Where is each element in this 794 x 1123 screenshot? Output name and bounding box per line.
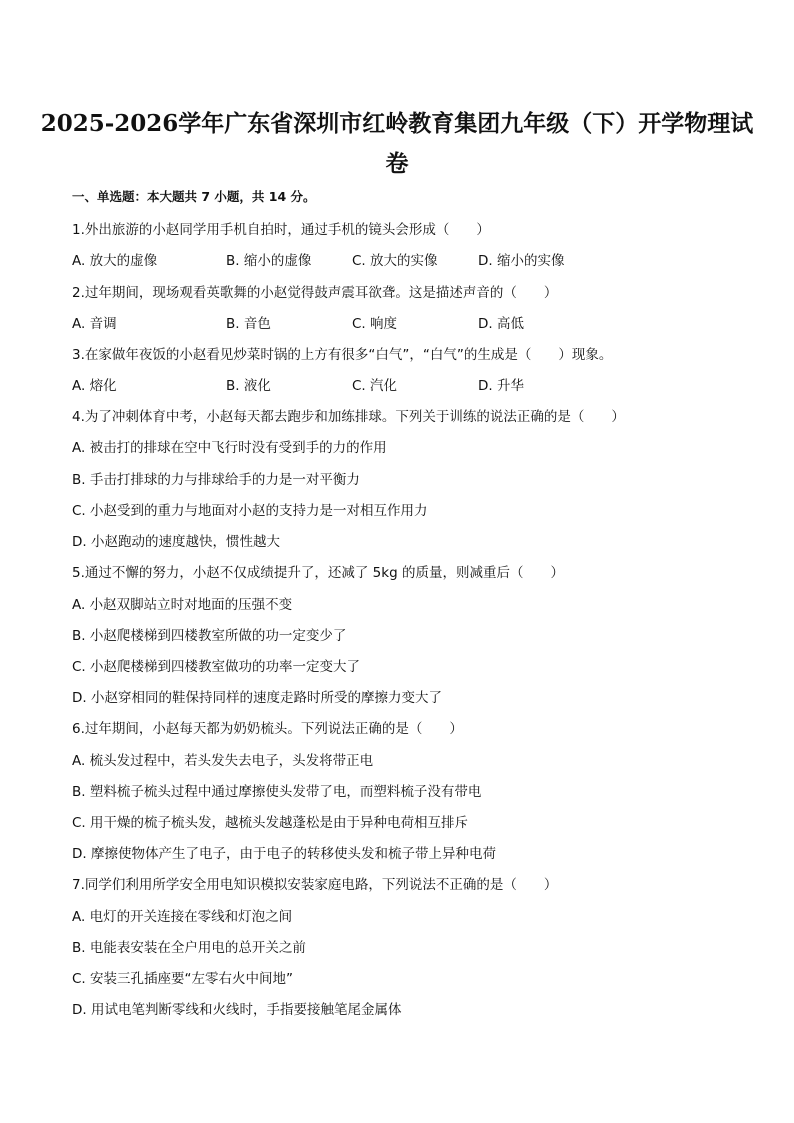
question-6-option-d: D. 摩擦使物体产生了电子，由于电子的转移使头发和梳子带上异种电荷: [72, 846, 496, 862]
exam-title-line1: 2025-2026学年广东省深圳市红岭教育集团九年级（下）开学物理试: [40, 110, 754, 137]
question-4-option-c: C. 小赵受到的重力与地面对小赵的支持力是一对相互作用力: [72, 503, 428, 519]
question-3-option-c: C. 汽化: [352, 378, 398, 394]
exam-title-line2: 卷: [385, 150, 409, 177]
question-2-stem: 2.过年期间，现场观看英歌舞的小赵觉得鼓声震耳欲聋。这是描述声音的（ ）: [72, 285, 558, 301]
question-3-stem: 3.在家做年夜饭的小赵看见炒菜时锅的上方有很多“白气”，“白气”的生成是（ ）现象。: [72, 347, 613, 363]
question-1-stem: 1.外出旅游的小赵同学用手机自拍时，通过手机的镜头会形成（ ）: [72, 222, 490, 238]
question-6-option-b: B. 塑料梳子梳头过程中通过摩擦使头发带了电，而塑料梳子没有带电: [72, 784, 482, 800]
section-heading: 一、单选题：本大题共 7 小题，共 14 分。: [72, 189, 316, 204]
question-7-option-b: B. 电能表安装在全户用电的总开关之前: [72, 940, 306, 956]
question-1-option-c: C. 放大的实像: [352, 253, 438, 269]
question-7-option-d: D. 用试电笔判断零线和火线时，手指要接触笔尾金属体: [72, 1002, 402, 1018]
question-1-option-d: D. 缩小的实像: [478, 253, 565, 269]
question-4-option-b: B. 手击打排球的力与排球给手的力是一对平衡力: [72, 472, 360, 488]
question-2-option-d: D. 高低: [478, 316, 524, 332]
question-5-option-c: C. 小赵爬楼梯到四楼教室做功的功率一定变大了: [72, 659, 361, 675]
question-7-option-a: A. 电灯的开关连接在零线和灯泡之间: [72, 909, 293, 925]
question-6-option-c: C. 用干燥的梳子梳头发，越梳头发越蓬松是由于异种电荷相互排斥: [72, 815, 469, 831]
question-4-option-a: A. 被击打的排球在空中飞行时没有受到手的力的作用: [72, 440, 387, 456]
question-2-option-a: A. 音调: [72, 316, 117, 332]
question-5-stem: 5.通过不懈的努力，小赵不仅成绩提升了，还减了 5kg 的质量，则减重后（ ）: [72, 565, 564, 581]
question-6-option-a: A. 梳头发过程中，若头发失去电子，头发将带正电: [72, 753, 374, 769]
question-5-option-b: B. 小赵爬楼梯到四楼教室所做的功一定变少了: [72, 628, 347, 644]
question-1-option-a: A. 放大的虚像: [72, 253, 158, 269]
question-3-option-d: D. 升华: [478, 378, 524, 394]
question-7-option-c: C. 安装三孔插座要“左零右火中间地”: [72, 971, 293, 987]
question-3-option-a: A. 熔化: [72, 378, 117, 394]
question-4-option-d: D. 小赵跑动的速度越快，惯性越大: [72, 534, 280, 550]
question-5-option-a: A. 小赵双脚站立时对地面的压强不变: [72, 597, 293, 613]
question-5-option-d: D. 小赵穿相同的鞋保持同样的速度走路时所受的摩擦力变大了: [72, 690, 442, 706]
question-6-stem: 6.过年期间，小赵每天都为奶奶梳头。下列说法正确的是（ ）: [72, 721, 463, 737]
question-3-option-b: B. 液化: [226, 378, 271, 394]
question-4-stem: 4.为了冲刺体育中考，小赵每天都去跑步和加练排球。下列关于训练的说法正确的是（ ）: [72, 409, 625, 425]
question-2-option-c: C. 响度: [352, 316, 398, 332]
question-1-option-b: B. 缩小的虚像: [226, 253, 312, 269]
question-2-option-b: B. 音色: [226, 316, 271, 332]
question-7-stem: 7.同学们利用所学安全用电知识模拟安装家庭电路，下列说法不正确的是（ ）: [72, 877, 558, 893]
